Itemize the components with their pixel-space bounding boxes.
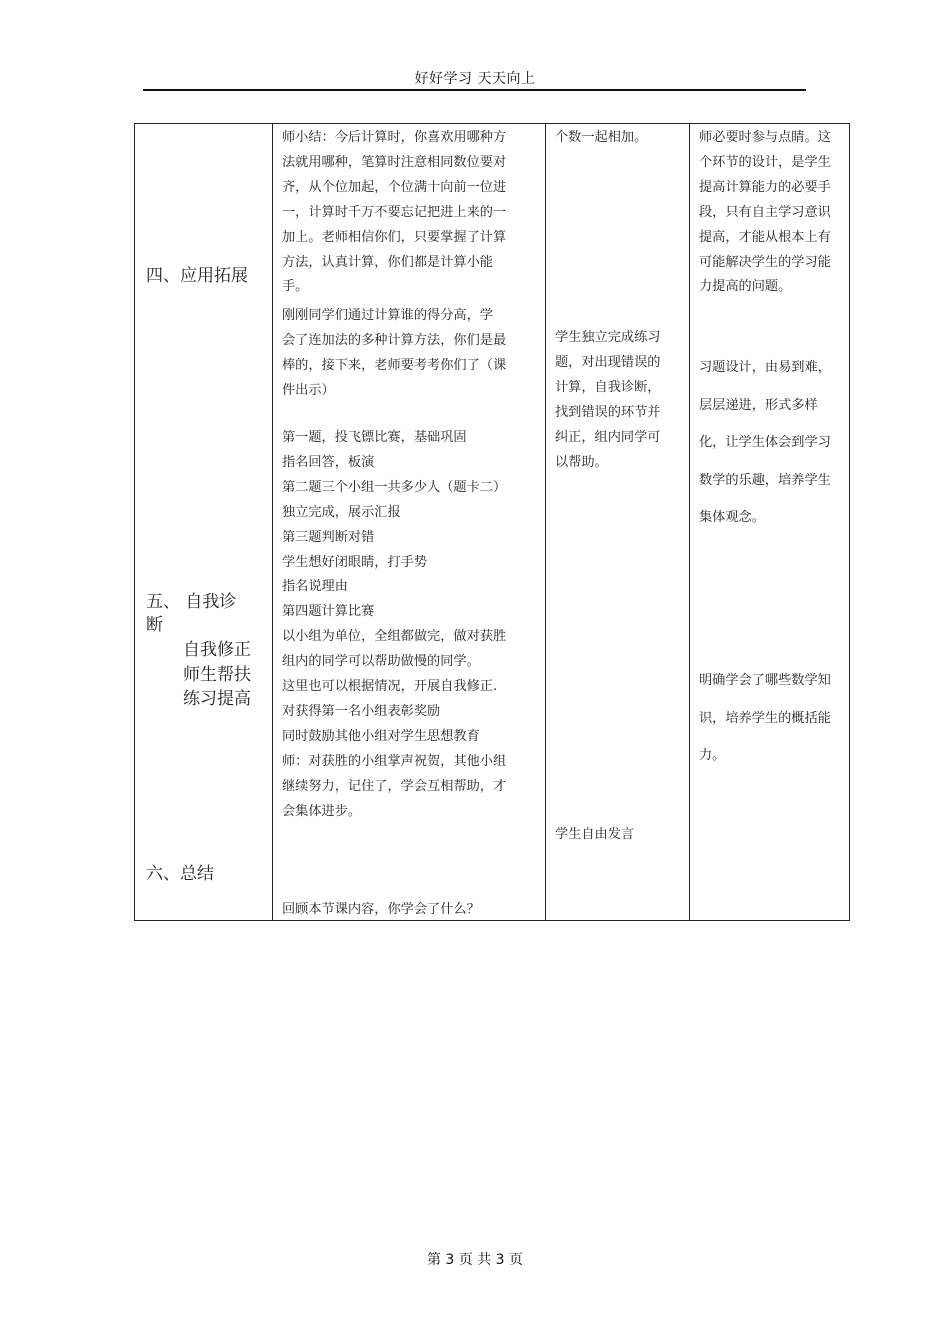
text-line: 法就用哪种，笔算时注意相同数位要对: [282, 154, 507, 170]
text-line: 师小结：今后计算时，你喜欢用哪种方: [282, 130, 507, 145]
text-line: 方法，认真计算，你们都是计算小能: [282, 254, 493, 270]
design-intent-block-2: [699, 349, 831, 537]
text-line: 第三题判断对错: [282, 529, 375, 545]
design-intent-block-3: [699, 662, 831, 775]
text-line: 力提高的问题。: [699, 279, 792, 295]
text-line: 习题设计，由易到难，: [699, 360, 831, 375]
column-divider-2: [545, 124, 546, 920]
text-line: 个环节的设计，是学生: [699, 154, 831, 170]
text-line: 齐，从个位加起，个位满十向前一位进: [282, 179, 507, 195]
text-line: 计算，自我诊断，: [555, 379, 661, 395]
text-line: 可能解决学生的学习能: [699, 254, 831, 270]
student-activity-block-3: [555, 823, 634, 848]
student-activity-block-2: [555, 326, 661, 475]
text-line: 题，对出现错误的: [555, 354, 661, 370]
text-line: 件出示）: [282, 383, 335, 399]
teacher-activity-block-3: [282, 898, 480, 923]
text-line: 第四题计算比赛: [282, 604, 375, 620]
text-line: 一，计算时千万不要忘记把进上来的一: [282, 204, 507, 220]
stage-self-diagnosis-line2: 断: [146, 615, 163, 635]
design-intent-block-1: [699, 126, 831, 300]
text-line: 力。: [699, 748, 726, 764]
text-line: 数学的乐趣，培养学生: [699, 472, 831, 488]
text-line: 集体观念。: [699, 510, 765, 526]
text-line: 提高，才能从根本上有: [699, 229, 831, 245]
text-line: 指名说理由: [282, 579, 348, 595]
page-footer-number: 第 3 页 共 3 页: [426, 1252, 524, 1268]
stage-teacher-student-help: 师生帮扶: [183, 665, 251, 685]
text-line: 同时鼓励其他小组对学生思想教育: [282, 728, 480, 744]
text-line: 指名回答，板演: [282, 454, 375, 470]
text-line: 个数一起相加。: [555, 130, 648, 145]
text-line: 回顾本节课内容，你学会了什么？: [282, 902, 480, 917]
stage-apply-extend: 四、应用拓展: [146, 266, 248, 286]
teacher-activity-block-1: [282, 126, 506, 404]
text-line: 学生想好闭眼睛，打手势: [282, 554, 428, 570]
text-line: 学生自由发言: [555, 827, 635, 842]
text-line: 独立完成，展示汇报: [282, 504, 401, 520]
text-line: 以小组为单位，全组都做完，做对获胜: [282, 629, 507, 645]
text-line: 纠正，组内同学可: [555, 429, 661, 445]
stage-self-diagnosis-line1: 五、 自我诊: [146, 592, 237, 612]
text-line: 师必要时参与点睛。这: [699, 130, 831, 145]
text-line: 提高计算能力的必要手: [699, 179, 831, 195]
text-line: 找到错误的环节并: [555, 404, 661, 420]
lesson-plan-table: [134, 123, 850, 921]
column-divider-1: [272, 124, 273, 920]
text-line: 学生独立完成练习: [555, 330, 661, 345]
text-line: 加上。老师相信你们，只要掌握了计算: [282, 229, 507, 245]
student-activity-block-1: [555, 126, 647, 151]
text-line: 这里也可以根据情况，开展自我修正.: [282, 679, 498, 695]
text-line: 以帮助。: [555, 454, 608, 470]
stage-self-correction: 自我修正: [183, 640, 251, 660]
text-line: 化，让学生体会到学习: [699, 435, 831, 451]
text-line: 棒的，接下来，老师要考考你们了（课: [282, 358, 507, 374]
text-line: 段，只有自主学习意识: [699, 204, 831, 220]
text-line: 明确学会了哪些数学知: [699, 673, 831, 688]
stage-practice-improve: 练习提高: [183, 689, 251, 709]
text-line: 组内的同学可以帮助做慢的同学。: [282, 654, 480, 670]
header-divider: [143, 89, 806, 91]
text-line: 对获得第一名小组表彰奖励: [282, 703, 441, 719]
text-line: 继续努力，记住了，学会互相帮助，才: [282, 778, 507, 794]
text-line: 第一题，投飞镖比赛，基础巩固: [282, 430, 467, 445]
text-line: 手。: [282, 279, 309, 295]
teacher-activity-block-2: [282, 426, 506, 825]
text-line: 师：对获胜的小组掌声祝贺，其他小组: [282, 753, 507, 769]
text-line: 刚刚同学们通过计算谁的得分高，学: [282, 308, 493, 324]
text-line: 会了连加法的多种计算方法，你们是最: [282, 333, 507, 349]
stage-summary: 六、总结: [146, 864, 214, 884]
page-header-title: 好好学习 天天向上: [414, 71, 536, 87]
text-line: 识，培养学生的概括能: [699, 710, 831, 726]
text-line: 第二题三个小组一共多少人（题卡二）: [282, 479, 507, 495]
text-line: 层层递进，形式多样: [699, 397, 818, 413]
text-line: 会集体进步。: [282, 803, 362, 819]
column-divider-3: [689, 124, 690, 920]
